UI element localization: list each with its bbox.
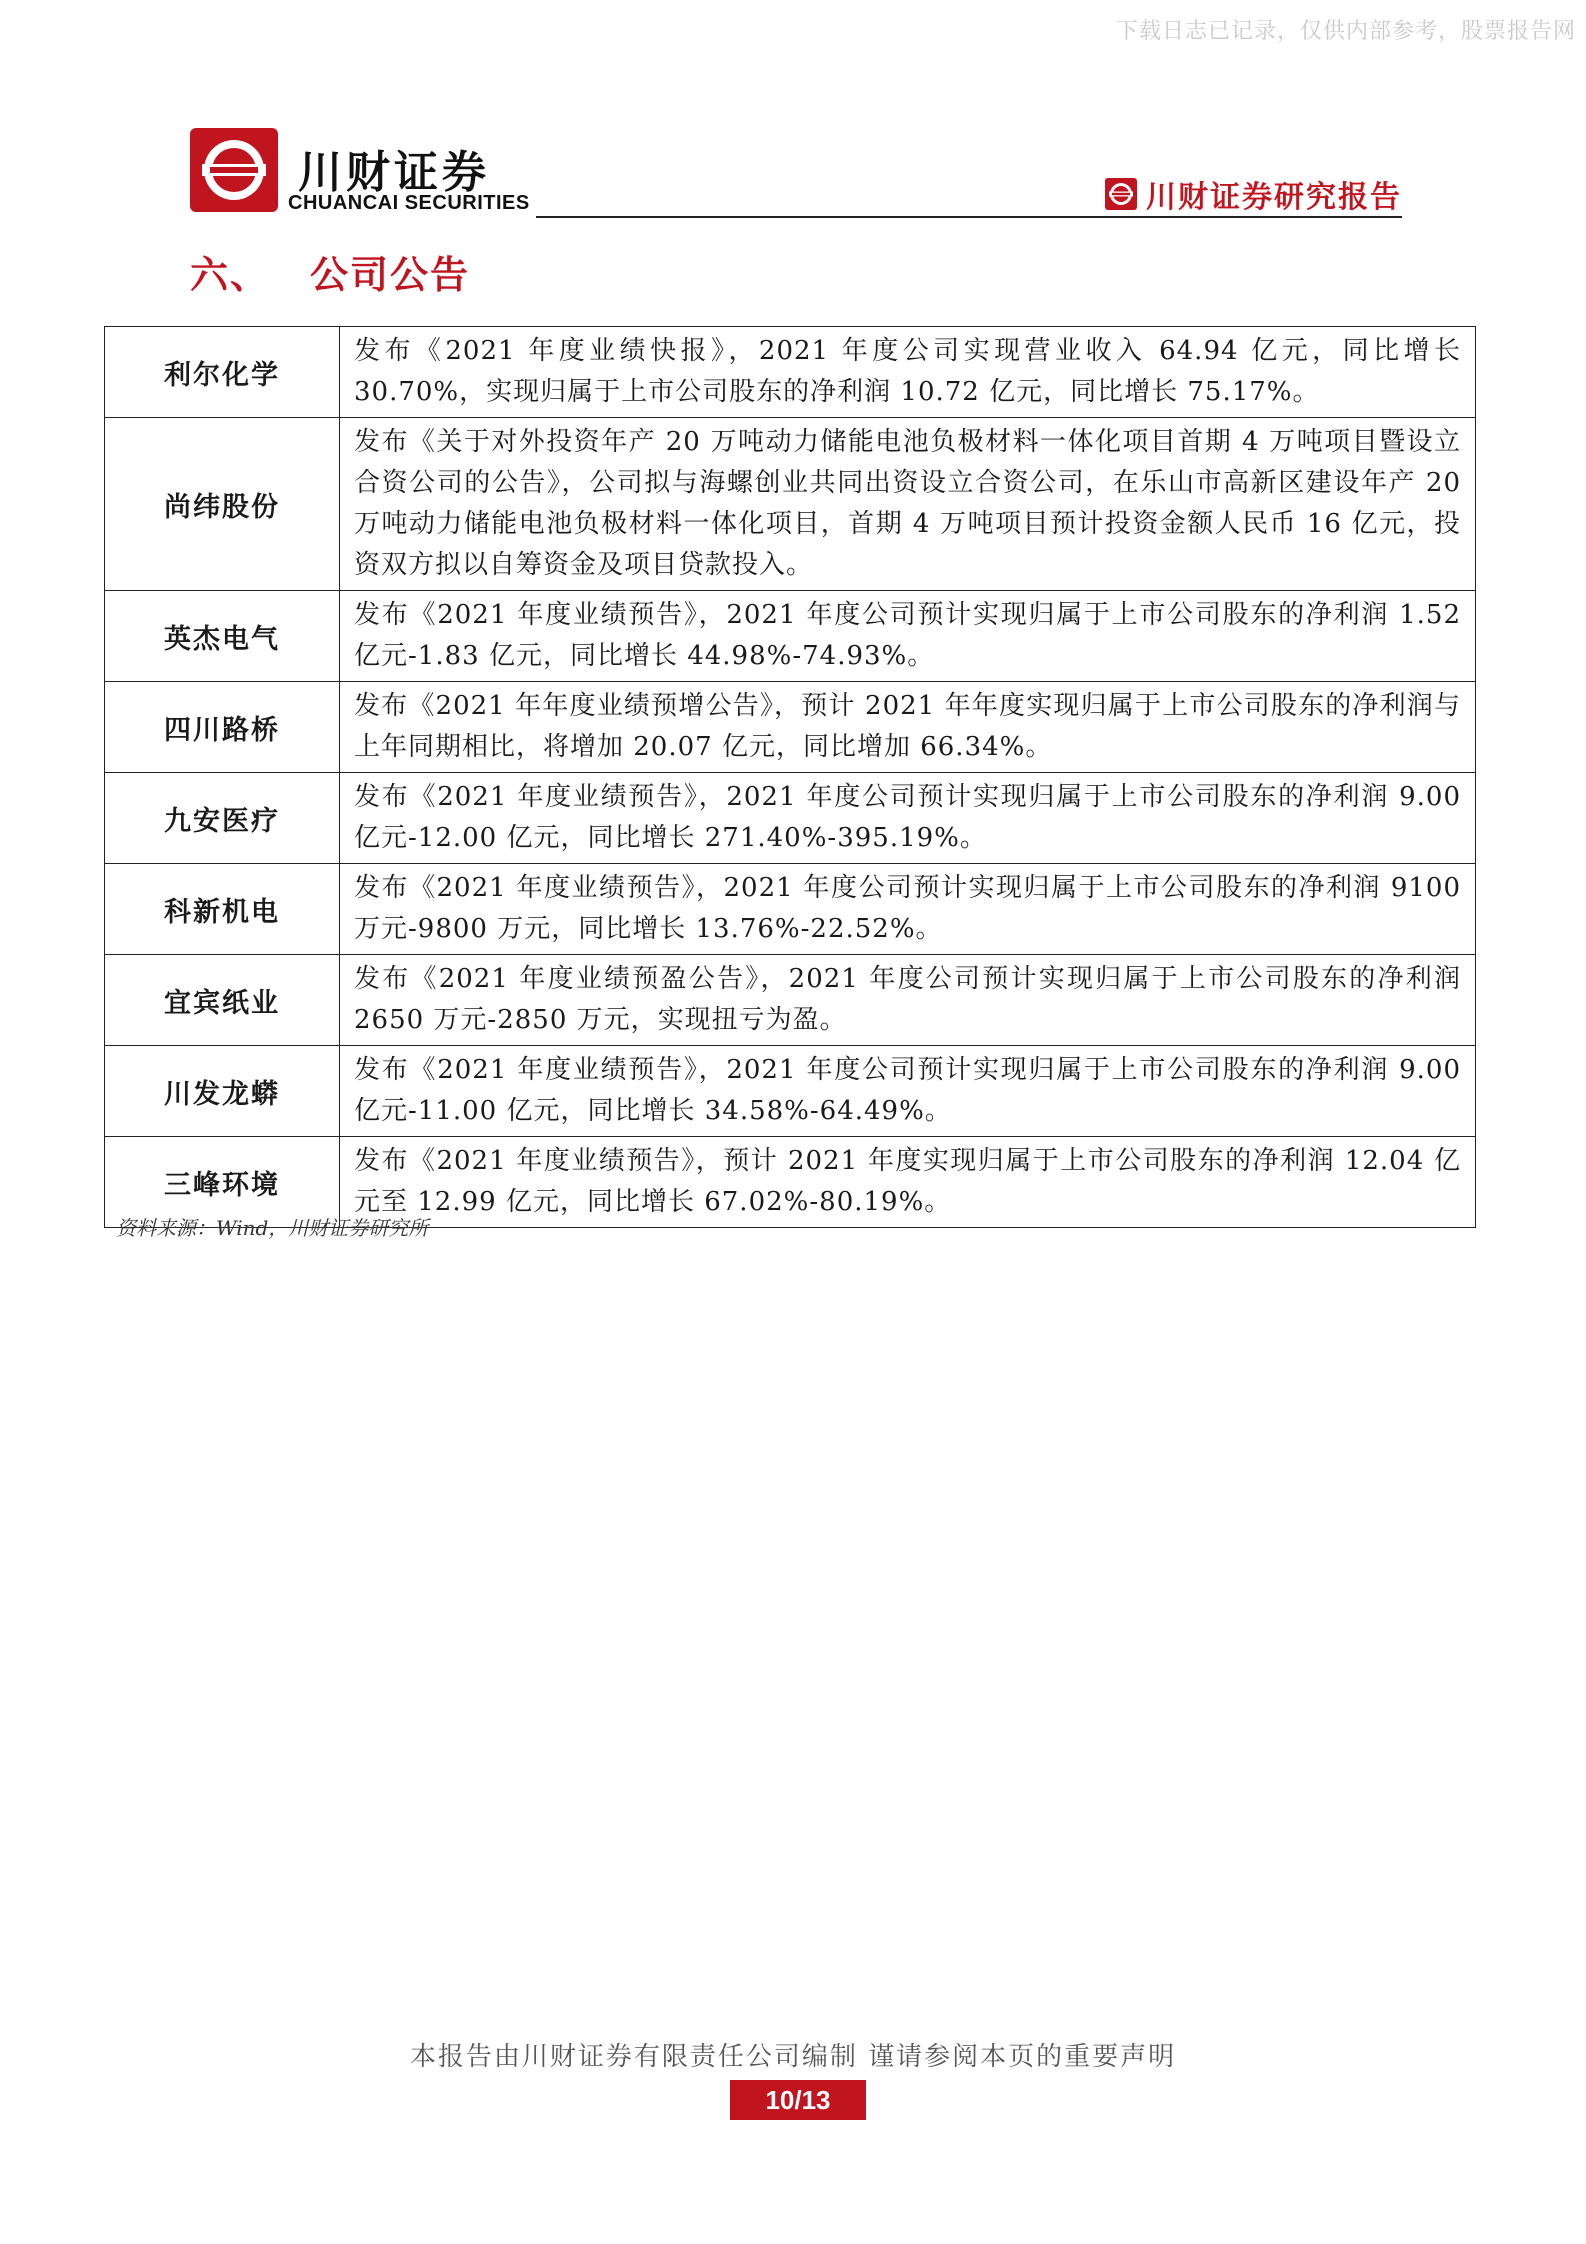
company-name: 尚纬股份 — [105, 418, 340, 591]
table-row — [105, 591, 1476, 682]
chuancai-mini-logo-icon — [1104, 177, 1138, 211]
company-name: 利尔化学 — [105, 327, 340, 418]
company-name: 三峰环境 — [105, 1137, 340, 1228]
company-name: 科新机电 — [105, 864, 340, 955]
announcement-text: 发布《2021 年度业绩预告》，2021 年度公司预计实现归属于上市公司股东的净利润 1.52 亿元-1.83 亿元，同比增长 44.98%-74.93%。 — [340, 591, 1476, 682]
table-row — [105, 327, 1476, 418]
page-number: 10/13 — [730, 2080, 866, 2120]
announcement-text: 发布《2021 年度业绩预盈公告》，2021 年度公司预计实现归属于上市公司股东的净利润 2650 万元-2850 万元，实现扭亏为盈。 — [340, 955, 1476, 1046]
table-row — [105, 1046, 1476, 1137]
chuancai-logo-icon — [188, 126, 280, 214]
announcement-text: 发布《2021 年年度业绩预增公告》，预计 2021 年年度实现归属于上市公司股东的净利润与上年同期相比，将增加 20.07 亿元，同比增加 66.34%。 — [340, 682, 1476, 773]
announcement-text: 发布《关于对外投资年产 20 万吨动力储能电池负极材料一体化项目首期 4 万吨项目暨设立合资公司的公告》，公司拟与海螺创业共同出资设立合资公司，在乐山市高新区建设年产 20 万吨动力储能电池负极材料一体化项目，首期 4 万吨项目预计投资金额人民币 16 亿元，投资双方拟以自筹资金及项目贷款投入。 — [340, 418, 1476, 591]
announcement-text: 发布《2021 年度业绩预告》，2021 年度公司预计实现归属于上市公司股东的净利润 9100 万元-9800 万元，同比增长 13.76%-22.52%。 — [340, 864, 1476, 955]
announcement-text: 发布《2021 年度业绩预告》，2021 年度公司预计实现归属于上市公司股东的净利润 9.00 亿元-12.00 亿元，同比增长 271.40%-395.19%。 — [340, 773, 1476, 864]
footer-disclaimer: 本报告由川财证券有限责任公司编制 谨请参阅本页的重要声明 — [409, 2042, 1177, 2072]
announcement-table — [104, 326, 1476, 1228]
table-row — [105, 682, 1476, 773]
company-name: 宜宾纸业 — [105, 955, 340, 1046]
announcement-text: 发布《2021 年度业绩预告》，预计 2021 年度实现归属于上市公司股东的净利润 12.04 亿元至 12.99 亿元，同比增长 67.02%-80.19%。 — [340, 1137, 1476, 1228]
watermark: 下载日志已记录，仅供内部参考，股票报告网 — [1115, 19, 1576, 44]
table-row — [105, 955, 1476, 1046]
company-name: 英杰电气 — [105, 591, 340, 682]
company-name: 九安医疗 — [105, 773, 340, 864]
company-name: 四川路桥 — [105, 682, 340, 773]
table-row — [105, 864, 1476, 955]
report-tag — [1104, 172, 1402, 216]
table-row — [105, 418, 1476, 591]
announcement-text: 发布《2021 年度业绩预告》，2021 年度公司预计实现归属于上市公司股东的净利润 9.00 亿元-11.00 亿元，同比增长 34.58%-64.49%。 — [340, 1046, 1476, 1137]
section-heading: 公司公告 — [310, 252, 471, 297]
header-divider — [536, 216, 1402, 218]
data-source-note: 资料来源：Wind，川财证券研究所 — [116, 1216, 429, 1240]
company-name: 川发龙蟒 — [105, 1046, 340, 1137]
brand-name-cn: 川财证券 — [298, 147, 490, 198]
section-title — [190, 244, 470, 299]
announcement-text: 发布《2021 年度业绩快报》，2021 年度公司实现营业收入 64.94 亿元，同比增长 30.70%，实现归属于上市公司股东的净利润 10.72 亿元，同比增长 75.17%。 — [340, 327, 1476, 418]
report-tag-label: 川财证券研究报告 — [1146, 180, 1402, 215]
table-row — [105, 773, 1476, 864]
section-number: 六、 — [190, 252, 271, 297]
brand-name-en: CHUANCAI SECURITIES — [288, 192, 530, 214]
